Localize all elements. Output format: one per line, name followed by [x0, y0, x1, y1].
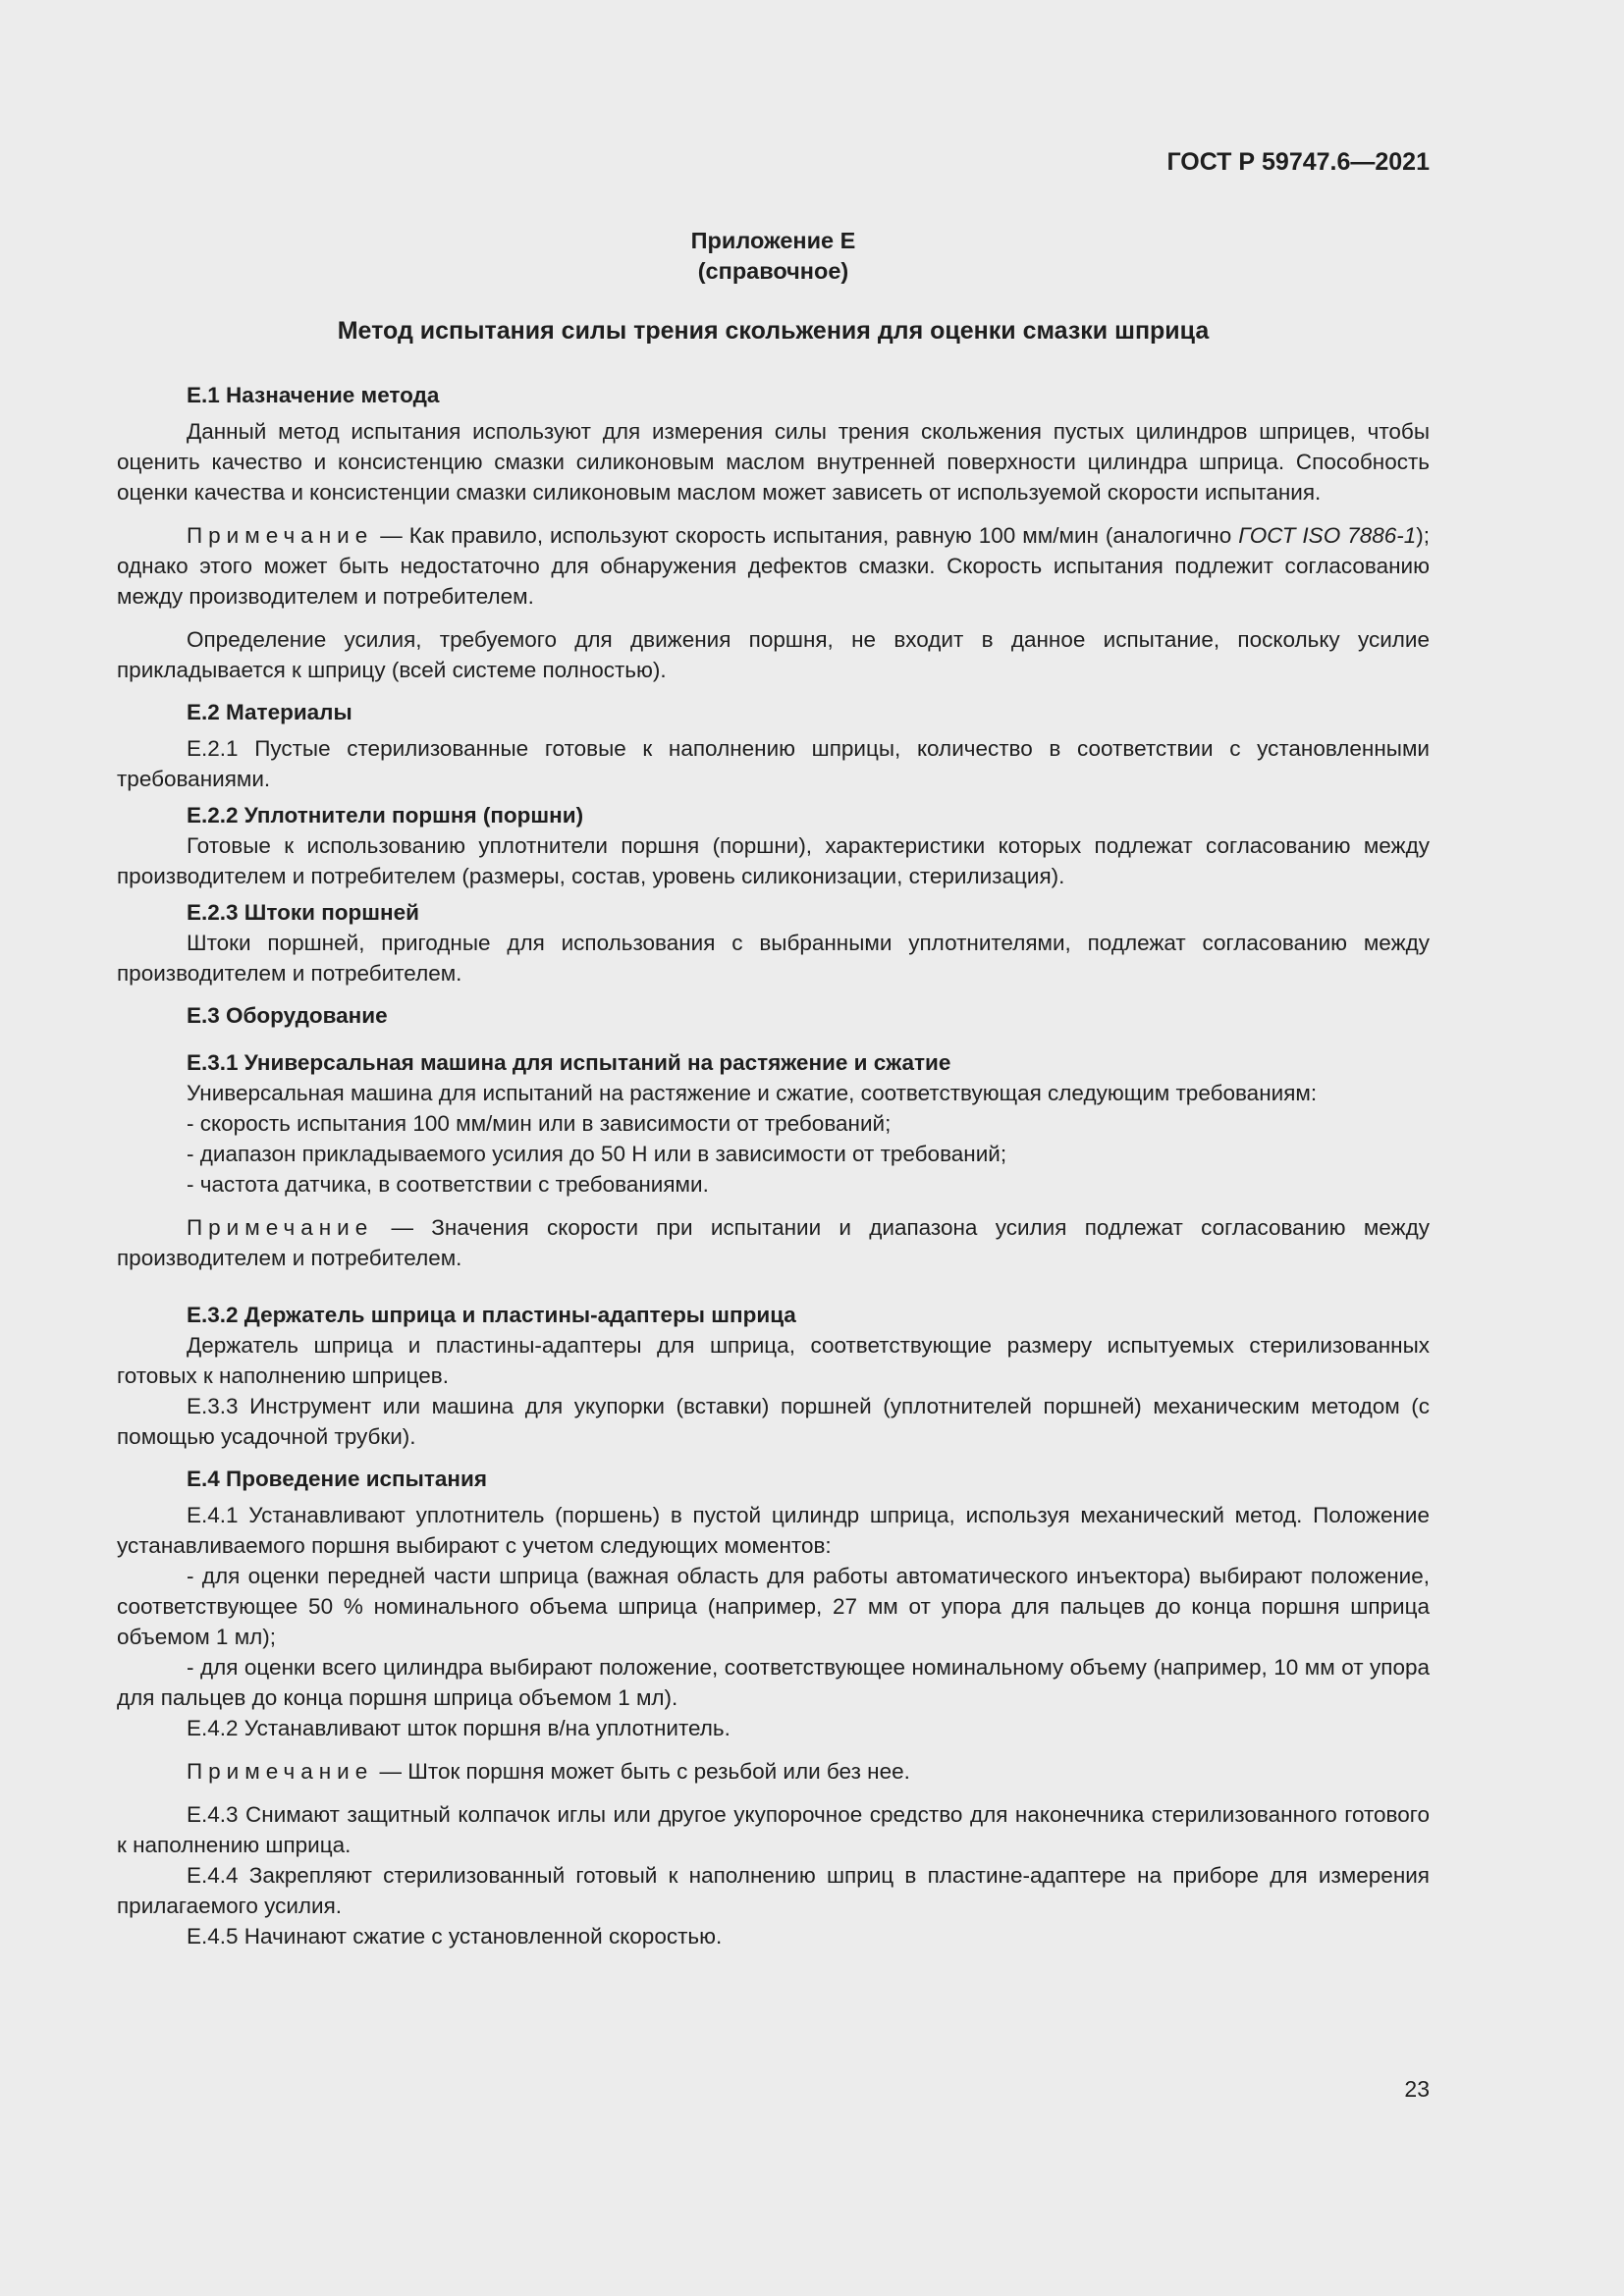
note-dash: — [379, 1759, 402, 1784]
subsection-heading-e3-2: Е.3.2 Держатель шприца и пластины-адаптеры шприца [187, 1303, 796, 1327]
paragraph-e2-2: Готовые к использованию уплотнители поршня (поршни), характеристики которых подлежат согласованию между производителем и потребителем (размеры, состав, уровень силиконизации, стерилизация). [117, 833, 1430, 888]
paragraph-e2-3: Штоки поршней, пригодные для использования с выбранными уплотнителями, подлежат согласованию между производителем и потребителем. [117, 931, 1430, 986]
note-text-part2: ); однако этого может быть недостаточно для обнаружения дефектов смазки. Скорость испытания подлежит согласованию между производителем и потребителем. [117, 523, 1430, 609]
section-heading-e4: Е.4 Проведение испытания [187, 1467, 487, 1491]
note-e4-2 [117, 1756, 1430, 1787]
note-dash: — [380, 523, 403, 548]
appendix-type: (справочное) [697, 258, 849, 284]
paragraph-e4-4: Е.4.4 Закрепляют стерилизованный готовый к наполнению шприц в пластине-адаптере на приборе для измерения прилагаемого усилия. [117, 1863, 1430, 1918]
note-text: Шток поршня может быть с резьбой или без нее. [407, 1759, 910, 1784]
appendix-title: Метод испытания силы трения скольжения для оценки смазки шприца [337, 317, 1210, 345]
paragraph-e4-2: Е.4.2 Устанавливают шток поршня в/на уплотнитель. [187, 1716, 731, 1740]
section-heading-e3: Е.3 Оборудование [187, 1003, 388, 1028]
paragraph-e4-1-front: - для оценки передней части шприца (важная область для работы автоматического инъектора) выбирают положение, соответствующее 50 % номинального объема шприца (например, 27 мм от упора для пальцев до конца поршня шприца объемом 1 мл); [117, 1564, 1430, 1649]
paragraph-e3-1: Универсальная машина для испытаний на растяжение и сжатие, соответствующая следующим требованиям: [187, 1081, 1318, 1105]
paragraph-e1-force: Определение усилия, требуемого для движения поршня, не входит в данное испытание, поскольку усилие прикладывается к шприцу (всей системе полностью). [117, 627, 1430, 682]
note-reference: ГОСТ ISO 7886-1 [1238, 523, 1417, 548]
paragraph-e4-5: Е.4.5 Начинают сжатие с установленной скоростью. [187, 1924, 723, 1949]
document-number: ГОСТ Р 59747.6—2021 [1166, 148, 1430, 176]
paragraph-e1-purpose: Данный метод испытания используют для измерения силы трения скольжения пустых цилиндров шприцев, чтобы оценить качество и консистенцию смазки силиконовым маслом внутренней поверхности цилиндра шприца. Способность оценки качества и консистенции смазки силиконовым маслом может зависеть от используемой скорости испытания. [117, 419, 1430, 505]
paragraph-e2-1: Е.2.1 Пустые стерилизованные готовые к наполнению шприцы, количество в соответствии с установленными требованиями. [117, 736, 1430, 791]
paragraph-e4-1-whole: - для оценки всего цилиндра выбирают положение, соответствующее номинальному объему (например, 10 мм от упора для пальцев до конца поршня шприца объемом 1 мл). [117, 1655, 1430, 1710]
paragraph-e4-3: Е.4.3 Снимают защитный колпачок иглы или другое укупорочное средство для наконечника стерилизованного готового к наполнению шприца. [117, 1802, 1430, 1857]
note-label: Примечание [187, 523, 374, 548]
note-e1 [117, 520, 1430, 612]
appendix-label: Приложение Е [690, 228, 856, 253]
paragraph-e3-2: Держатель шприца и пластины-адаптеры для шприца, соответствующие размеру испытуемых стерилизованных готовых к наполнению шприцев. [117, 1333, 1430, 1388]
note-text: Значения скорости при испытании и диапазона усилия подлежат согласованию между производителем и потребителем. [117, 1215, 1430, 1270]
note-e3-1 [117, 1212, 1430, 1273]
list-item: - скорость испытания 100 мм/мин или в зависимости от требований; [187, 1111, 892, 1136]
page-content [117, 226, 1430, 1951]
note-dash: — [391, 1215, 414, 1240]
paragraph-e4-1: Е.4.1 Устанавливают уплотнитель (поршень) в пустой цилиндр шприца, используя механический метод. Положение устанавливаемого поршня выбирают с учетом следующих моментов: [117, 1503, 1430, 1558]
section-heading-e2: Е.2 Материалы [187, 700, 352, 724]
note-text-part1: Как правило, используют скорость испытания, равную 100 мм/мин (аналогично [408, 523, 1239, 548]
note-label: Примечание [187, 1215, 374, 1240]
subsection-heading-e2-3: Е.2.3 Штоки поршней [187, 900, 419, 925]
subsection-heading-e3-1: Е.3.1 Универсальная машина для испытаний на растяжение и сжатие [187, 1050, 951, 1075]
list-item: - частота датчика, в соответствии с требованиями. [187, 1172, 709, 1197]
paragraph-e3-3: Е.3.3 Инструмент или машина для укупорки (вставки) поршней (уплотнителей поршней) механическим методом (с помощью усадочной трубки). [117, 1394, 1430, 1449]
note-label: Примечание [187, 1759, 374, 1784]
section-heading-e1: Е.1 Назначение метода [187, 383, 440, 407]
page-number: 23 [1404, 2076, 1430, 2102]
subsection-heading-e2-2: Е.2.2 Уплотнители поршня (поршни) [187, 803, 584, 828]
list-item: - диапазон прикладываемого усилия до 50 Н или в зависимости от требований; [187, 1142, 1007, 1166]
